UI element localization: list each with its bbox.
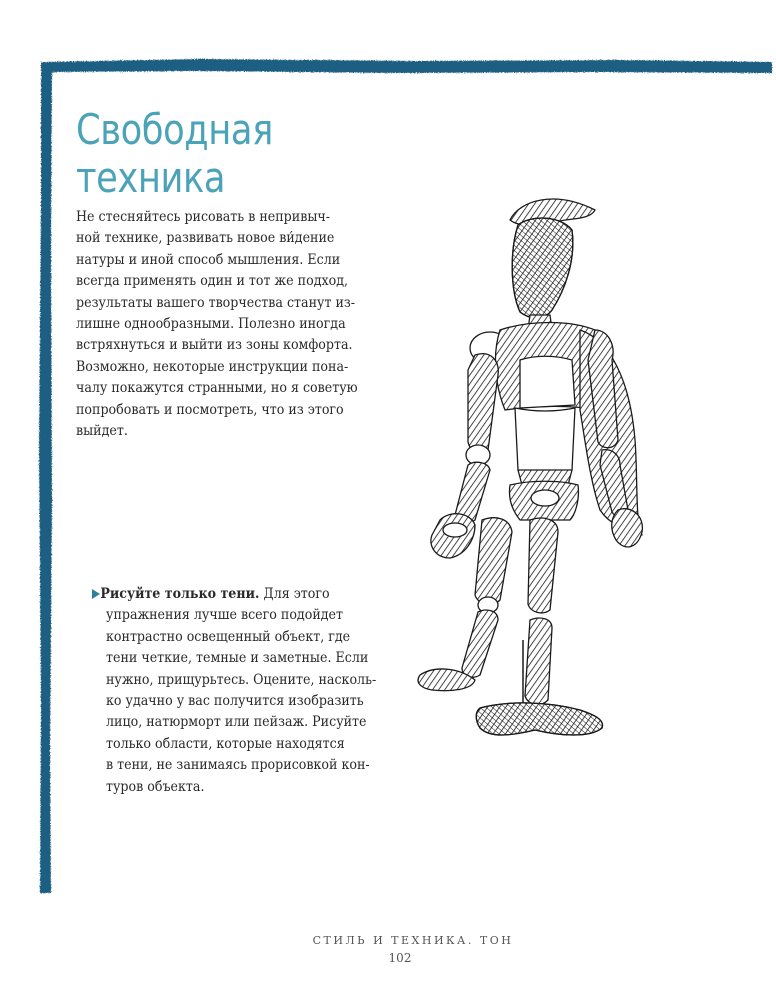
intro-paragraph: Не стесняйтесь рисовать в непривыч- ной технике, развивать новое ви́дение натуры и иной способ мышления. Если всегда применять один и тот же подход, результаты вашего творчества станут из- лишне однообразными. Полезно иногда встряхнуться и выйти из зоны комфорта. Возможно, некоторые инструкции пона- чалу покажутся странными, но я советую попробовать и посмотреть, что из этого выйдет.	[76, 209, 358, 440]
page-title: Свободная техника	[76, 105, 273, 202]
page-number: 102	[388, 951, 412, 965]
bullet-triangle-icon	[92, 589, 100, 599]
page-footer	[0, 934, 776, 966]
tip-heading: Рисуйте только тени.	[100, 586, 260, 602]
running-title: СТИЛЬ И ТЕХНИКА. ТОН	[312, 934, 514, 947]
tip-paragraph: Рисуйте только тени. Для этого упражнения лучше всего подойдет контрастно освещенный объект, где тени четкие, темные и заметные. Если нужно, прищурьтесь. Оцените, насколь- ко удачно у вас получится изобразить лицо, натюрморт или пейзаж. Рисуйте только области, которые находятся в тени, не занимаясь прорисовкой кон- туров объекта.	[100, 586, 377, 795]
mannequin-sketch-icon	[380, 180, 660, 760]
frame-left-stroke	[39, 62, 52, 893]
frame-top-stroke	[42, 59, 772, 73]
